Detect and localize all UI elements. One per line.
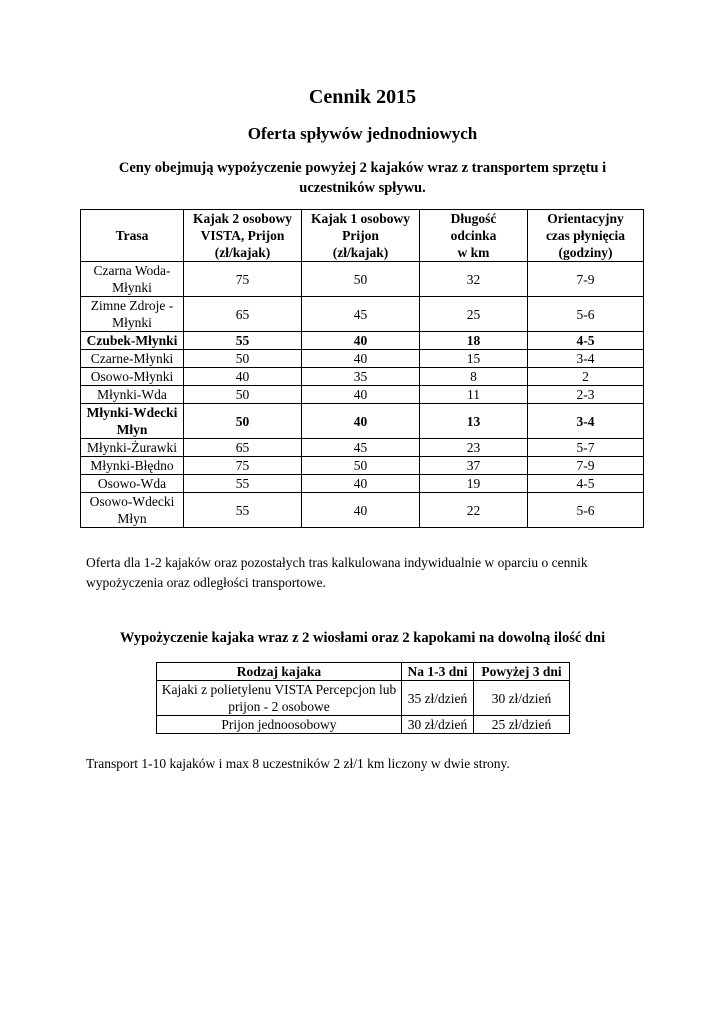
kayak1-price-cell: 40: [302, 475, 420, 493]
rental-table-header: [157, 663, 570, 681]
kayak1-price-cell: 45: [302, 297, 420, 332]
header-time: Orientacyjny czas płynięcia (godziny): [528, 210, 644, 262]
kayak1-price-cell: 40: [302, 332, 420, 350]
table-row: [81, 475, 644, 493]
time-cell: 5-7: [528, 439, 644, 457]
time-cell: 5-6: [528, 297, 644, 332]
table-row: [81, 368, 644, 386]
table-row: [81, 493, 644, 528]
page-subtitle: Oferta spływów jednodniowych: [247, 124, 478, 143]
intro-text: Ceny obejmują wypożyczenie powyżej 2 kajaków wraz z transportem sprzętu i uczestników spływu.: [118, 160, 607, 196]
kayak2-price-cell: 55: [184, 475, 302, 493]
time-cell: 3-4: [528, 350, 644, 368]
table-row: [81, 457, 644, 475]
route-cell: Młynki-Wda: [81, 386, 184, 404]
time-cell: 2-3: [528, 386, 644, 404]
long-rental-price-cell: 25 zł/dzień: [474, 716, 570, 734]
length-cell: 18: [420, 332, 528, 350]
route-cell: Młynki-Błędno: [81, 457, 184, 475]
short-rental-price-cell: 35 zł/dzień: [402, 681, 474, 716]
time-cell: 4-5: [528, 332, 644, 350]
rental-table: [156, 662, 570, 734]
kayak2-price-cell: 75: [184, 262, 302, 297]
time-cell: 7-9: [528, 262, 644, 297]
kayak2-price-cell: 75: [184, 457, 302, 475]
kayak1-price-cell: 40: [302, 350, 420, 368]
time-cell: 4-5: [528, 475, 644, 493]
time-cell: 2: [528, 368, 644, 386]
routes-table: [80, 209, 644, 528]
table-row: [81, 439, 644, 457]
kayak2-price-cell: 55: [184, 493, 302, 528]
kayak2-price-cell: 55: [184, 332, 302, 350]
table-row: [81, 350, 644, 368]
pricing-note: Oferta dla 1-2 kajaków oraz pozostałych tras kalkulowana indywidualnie w oparciu o cennik wypożyczenia oraz odległości transportowe.: [86, 555, 588, 590]
kayak2-price-cell: 50: [184, 404, 302, 439]
kayak2-price-cell: 40: [184, 368, 302, 386]
kayak-type-cell: Kajaki z polietylenu VISTA Percepcjon lub prijon - 2 osobowe: [157, 681, 402, 716]
kayak2-price-cell: 65: [184, 439, 302, 457]
table-row: [157, 681, 570, 716]
table-row: [81, 332, 644, 350]
kayak-type-cell: Prijon jednoosobowy: [157, 716, 402, 734]
kayak1-price-cell: 45: [302, 439, 420, 457]
page-title: Cennik 2015: [308, 86, 417, 108]
length-cell: 11: [420, 386, 528, 404]
length-cell: 8: [420, 368, 528, 386]
header-kayak-type: Rodzaj kajaka: [157, 663, 402, 681]
kayak1-price-cell: 50: [302, 457, 420, 475]
route-cell: Młynki-Żurawki: [81, 439, 184, 457]
route-cell: Osowo-Wda: [81, 475, 184, 493]
time-cell: 3-4: [528, 404, 644, 439]
kayak1-price-cell: 40: [302, 386, 420, 404]
table-row: [81, 297, 644, 332]
kayak2-price-cell: 50: [184, 350, 302, 368]
time-cell: 7-9: [528, 457, 644, 475]
table-row: [81, 386, 644, 404]
header-short-rental: Na 1-3 dni: [402, 663, 474, 681]
route-cell: Czarna Woda-Młynki: [81, 262, 184, 297]
route-cell: Zimne Zdroje - Młynki: [81, 297, 184, 332]
header-length: Długość odcinka w km: [420, 210, 528, 262]
length-cell: 37: [420, 457, 528, 475]
table-row: [157, 716, 570, 734]
rental-heading: Wypożyczenie kajaka wraz z 2 wiosłami oraz 2 kapokami na dowolną ilość dni: [119, 630, 606, 646]
table-row: [81, 262, 644, 297]
route-cell: Osowo-Młynki: [81, 368, 184, 386]
length-cell: 32: [420, 262, 528, 297]
header-long-rental: Powyżej 3 dni: [474, 663, 570, 681]
table-row: [81, 404, 644, 439]
route-cell: Czubek-Młynki: [81, 332, 184, 350]
header-route: Trasa: [81, 210, 184, 262]
length-cell: 15: [420, 350, 528, 368]
length-cell: 25: [420, 297, 528, 332]
kayak1-price-cell: 40: [302, 493, 420, 528]
length-cell: 13: [420, 404, 528, 439]
transport-note: Transport 1-10 kajaków i max 8 uczestników 2 zł/1 km liczony w dwie strony.: [86, 756, 510, 771]
kayak1-price-cell: 35: [302, 368, 420, 386]
long-rental-price-cell: 30 zł/dzień: [474, 681, 570, 716]
header-kayak1: Kajak 1 osobowy Prijon (zł/kajak): [302, 210, 420, 262]
route-cell: Młynki-Wdecki Młyn: [81, 404, 184, 439]
length-cell: 19: [420, 475, 528, 493]
kayak2-price-cell: 50: [184, 386, 302, 404]
route-cell: Osowo-Wdecki Młyn: [81, 493, 184, 528]
routes-table-header: [81, 210, 644, 262]
time-cell: 5-6: [528, 493, 644, 528]
kayak1-price-cell: 40: [302, 404, 420, 439]
kayak2-price-cell: 65: [184, 297, 302, 332]
length-cell: 22: [420, 493, 528, 528]
length-cell: 23: [420, 439, 528, 457]
kayak1-price-cell: 50: [302, 262, 420, 297]
header-kayak2: Kajak 2 osobowy VISTA, Prijon (zł/kajak): [184, 210, 302, 262]
route-cell: Czarne-Młynki: [81, 350, 184, 368]
short-rental-price-cell: 30 zł/dzień: [402, 716, 474, 734]
